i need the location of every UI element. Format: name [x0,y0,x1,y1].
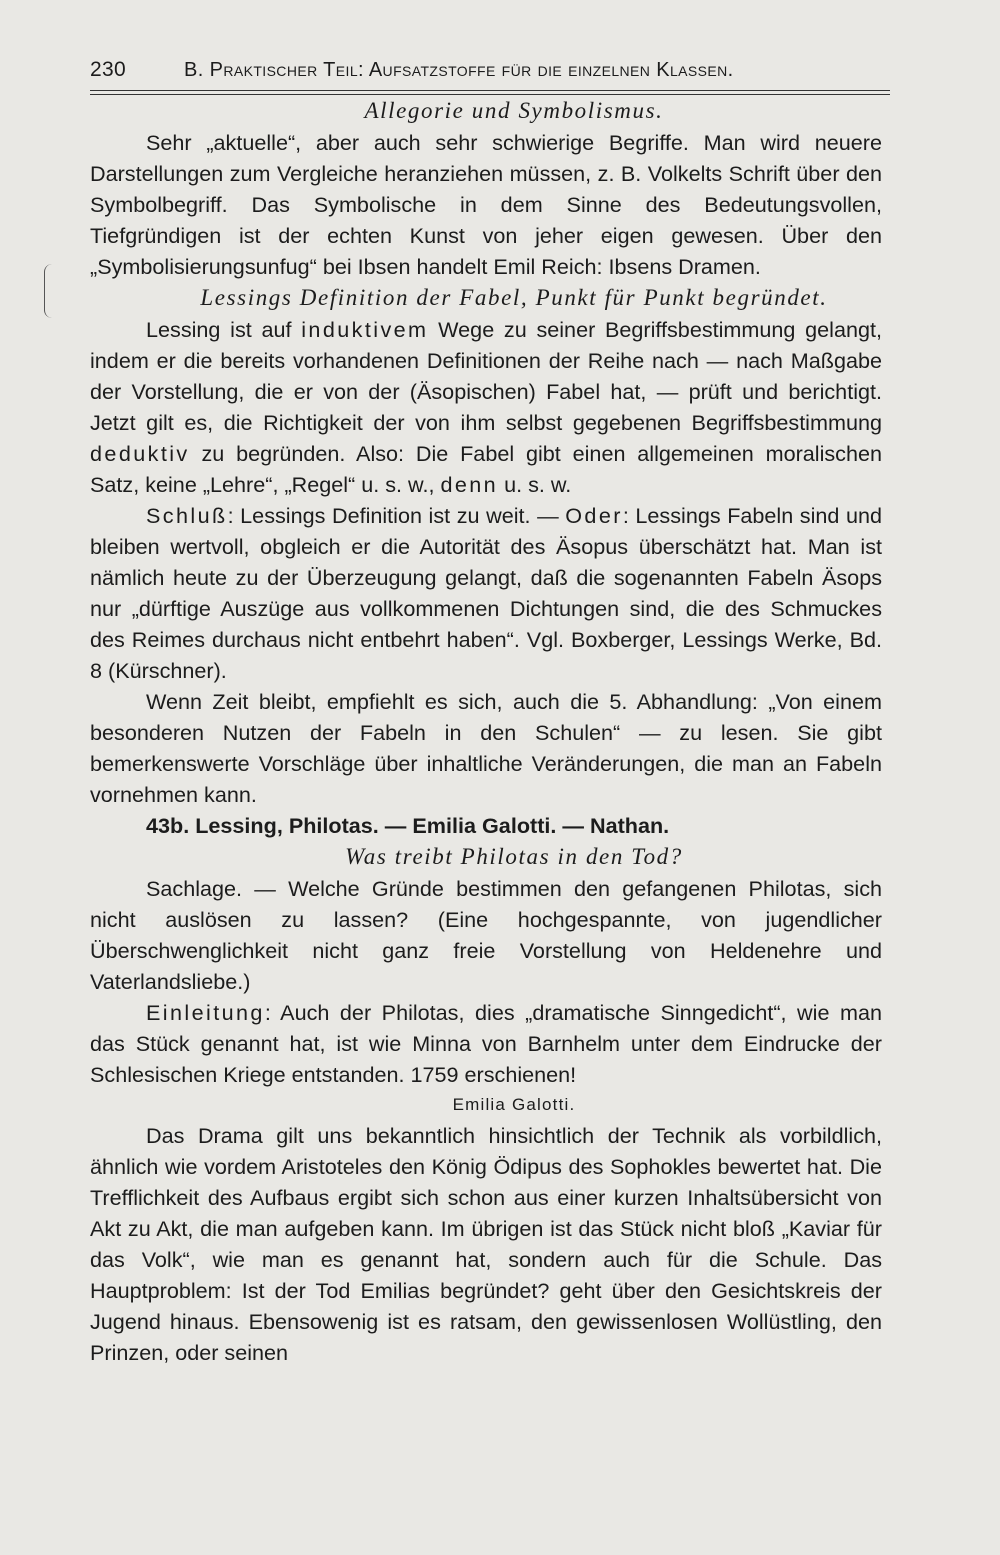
section-heading-emilia: Emilia Galotti. [452,1095,576,1114]
paragraph: Sehr „aktuelle“, aber auch sehr schwierige Begriffe. Man wird neuere Darstellungen zum Vergleiche heranziehen müssen, z. B. Volkelts Schrift über den Symbolbegriff. Das Symbolische in dem Sinne des Bedeutungsvollen, Tiefgründigen ist der echten Kunst von jeher eigen gewesen. Über den „Symbolisierungsunfug“ bei Ibsen handelt Emil Reich: Ibsens Dramen. [90,130,882,279]
paragraph: Schluß: Lessings Definition ist zu weit. — Oder: Lessings Fabeln sind und bleiben wertvoll, obgleich er die Autorität des Äsopus überschätzt hat. Man ist nämlich heute zu der Überzeugung gelangt, daß die sogenannten Fabeln Äsops nur „dürftige Auszüge aus vollkommenen Dichtungen sind, die des Schmuckes des Reimes durchaus nicht entbehrt haben“. Vgl. Boxberger, Lessings Werke, Bd. 8 (Kürschner). [90,503,883,683]
chapter-heading: 43b. Lessing, Philotas. — Emilia Galotti. — Nathan. [146,813,670,838]
section-heading-philotas: Was treibt Philotas in den Tod? [345,844,683,869]
page-body [90,95,882,1368]
paragraph: Das Drama gilt uns bekanntlich hinsichtlich der Technik als vorbildlich, ähnlich wie vordem Aristoteles den König Ödipus des Sophokles bewertet hat. Die Trefflichkeit des Aufbaus ergibt sich schon aus einer kurzen Inhaltsübersicht von Akt zu Akt, die man aufgeben kann. Im übrigen ist das Stück nicht bloß „Kaviar für das Volk“, wie man es genannt hat, sondern auch für die Schule. Das Hauptproblem: Ist der Tod Emilias begründet? geht über den Gesichtskreis der Jugend hinaus. Ebensowenig ist es ratsam, den gewissenlosen Wollüstling, den Prinzen, oder seinen [90,1123,882,1365]
paragraph: Einleitung: Auch der Philotas, dies „dramatische Sinngedicht“, wie man das Stück genannt hat, ist wie Minna von Barnhelm unter dem Eindrucke der Schlesischen Kriege entstanden. 1759 erschienen! [90,1000,882,1087]
page-header [90,58,882,82]
running-head: B. Praktischer Teil: Aufsatzstoffe für die einzelnen Klassen. [183,59,734,81]
page-number: 230 [90,58,126,81]
paragraph: Sachlage. — Welche Gründe bestimmen den gefangenen Philotas, sich nicht auslösen zu lassen? (Eine hochgespannte, von jugendlicher Überschwenglichkeit nicht ganz freie Vorstellung von Heldenehre und Vaterlandsliebe.) [90,876,882,994]
margin-pencil-mark [44,264,53,318]
section-heading-allegorie: Allegorie und Symbolismus. [364,98,664,123]
section-heading-fabel: Lessings Definition der Fabel, Punkt für Punkt begründet. [200,285,828,310]
paragraph: Lessing ist auf induktivem Wege zu seiner Begriffsbestimmung gelangt, indem er die bereits vorhandenen Definitionen der Reihe nach — nach Maßgabe der Vorstellung, die er von der (Äsopischen) Fabel hat, — prüft und berichtigt. Jetzt gilt es, die Richtigkeit der von ihm selbst gegebenen Begriffsbestimmung deduktiv zu begründen. Also: Die Fabel gibt einen allgemeinen moralischen Satz, keine „Lehre“, „Regel“ u. s. w., denn u. s. w. [90,317,882,497]
paragraph: Wenn Zeit bleibt, empfiehlt es sich, auch die 5. Abhandlung: „Von einem besonderen Nutzen der Fabeln in den Schulen“ — zu lesen. Sie gibt bemerkenswerte Vorschläge über inhaltliche Veränderungen, die man an Fabeln vornehmen kann. [90,689,882,807]
